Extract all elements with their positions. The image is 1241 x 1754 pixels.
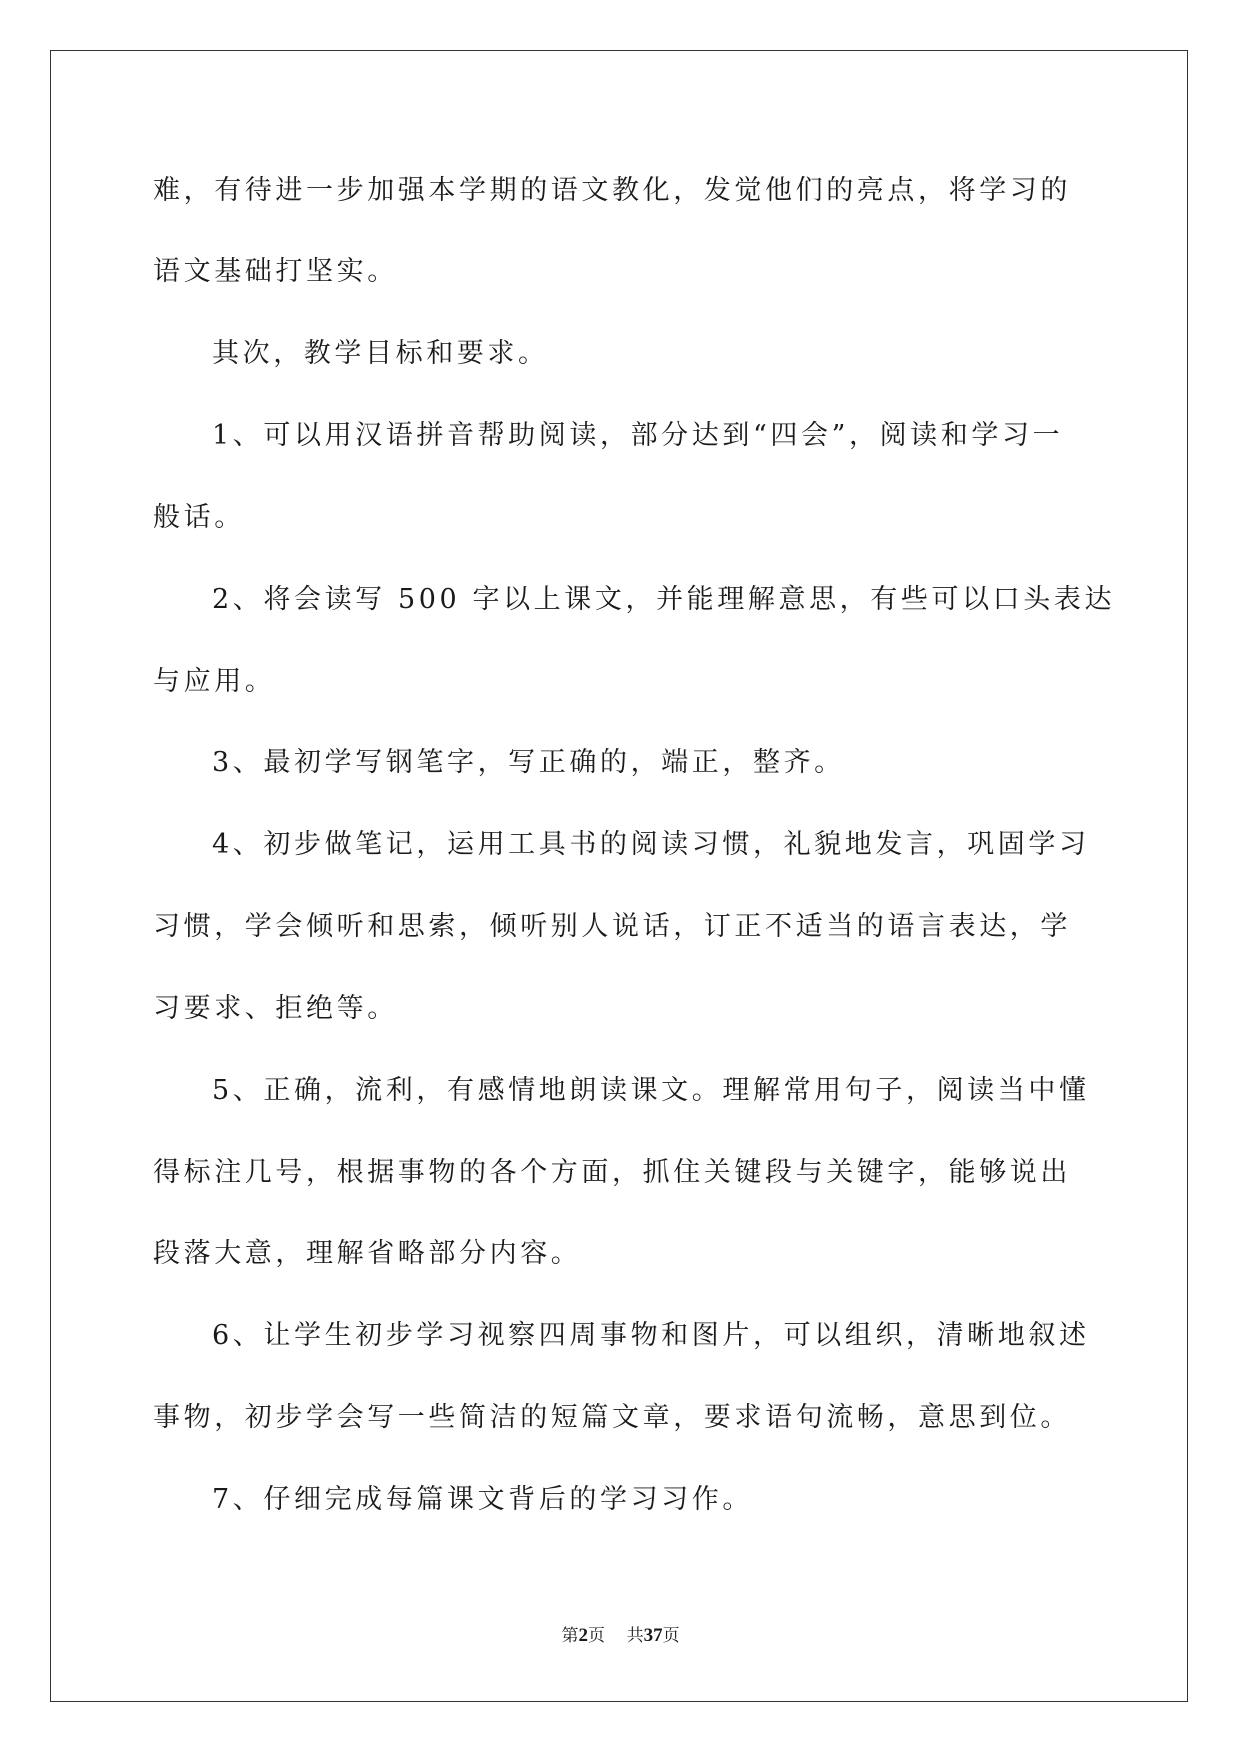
total-pages: 37 [643,1625,663,1646]
total-prefix: 共 [626,1626,644,1646]
text-line: 2、将会读写 500 字以上课文，并能理解意思，有些可以口头表达 [212,584,1116,615]
text-line: 4、初步做笔记，运用工具书的阅读习惯，礼貌地发言，巩固学习 [212,829,1090,860]
text-line: 3、最初学写钢笔字，写正确的，端正，整齐。 [212,747,845,778]
text-line: 1、可以用汉语拼音帮助阅读，部分达到“四会”，阅读和学习一 [212,420,1064,451]
text-line: 习惯，学会倾听和思索，倾听别人说话，订正不适当的语言表达，学 [153,911,1071,942]
text-line: 7、仔细完成每篇课文背后的学习习作。 [212,1484,753,1515]
page-suffix: 页 [587,1626,605,1646]
text-line: 难，有待进一步加强本学期的语文教化，发觉他们的亮点，将学习的 [153,175,1071,206]
page-prefix: 第 [561,1626,579,1646]
text-line: 与应用。 [153,666,276,697]
text-line: 6、让学生初步学习视察四周事物和图片，可以组织，清晰地叙述 [212,1320,1090,1351]
text-line: 5、正确，流利，有感情地朗读课文。理解常用句子，阅读当中懂 [212,1075,1090,1106]
text-line: 其次，教学目标和要求。 [212,338,549,369]
page-border [50,50,1188,1702]
text-line: 得标注几号，根据事物的各个方面，抓住关键段与关键字，能够说出 [153,1157,1071,1188]
total-suffix: 页 [662,1626,680,1646]
page-number: 2 [578,1625,588,1646]
text-line: 事物，初步学会写一些简洁的短篇文章，要求语句流畅，意思到位。 [153,1402,1071,1433]
text-line: 语文基础打坚实。 [153,256,398,287]
text-line: 般话。 [153,502,245,533]
page-footer [0,1624,1241,1648]
text-line: 段落大意，理解省略部分内容。 [153,1238,582,1269]
text-line: 习要求、拒绝等。 [153,993,398,1024]
